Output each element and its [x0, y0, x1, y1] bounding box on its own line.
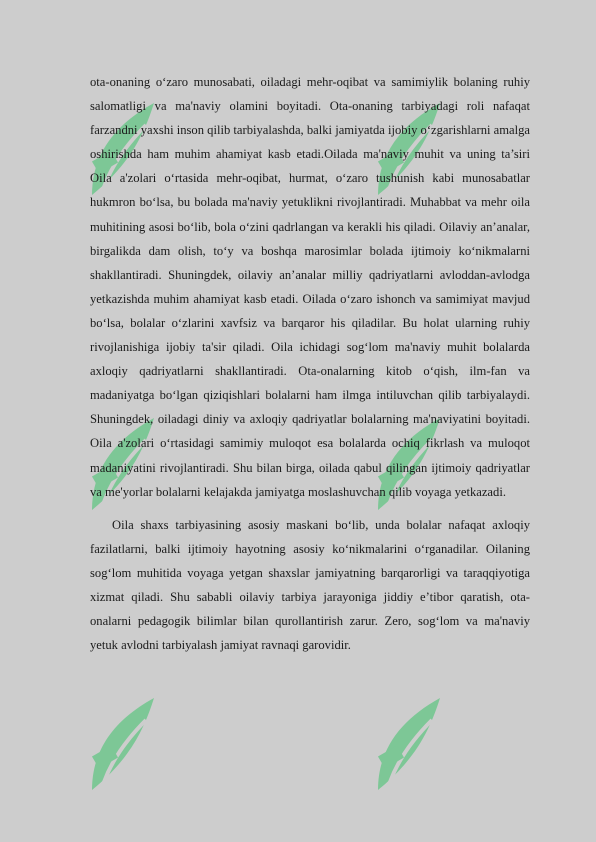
paragraph: ota-onaning o‘zaro munosabati, oiladagi mehr-oqibat va samimiylik bolaning ruhiy salomatligi va ma'naviy olamini boyitadi. Ota-onaning tarbiyadagi roli nafaqat farzandni yaxshi inson qilib tarbiyalashda, balki jamiyatda ijobiy o‘zgarishlarni amalga oshirishda ham muhim ahamiyat kasb etadi.Oilada ma'naviy muhit va uning ta’siri Oila a'zolari o‘rtasida mehr-oqibat, hurmat, o‘zaro tushunish kabi munosabatlar hukmron bo‘lsa, bu bolada ma'naviy yetuklikni rivojlantiradi. Muhabbat va mehr oila muhitining asosi bo‘lib, bola o‘zini qadrlangan va kerakli his qiladi. Oilaviy an’analar, birgalikda dam olish, to‘y va boshqa marosimlar bolada ijtimoiy ko‘nikmalarni shakllantiradi. Shuningdek, oilaviy an’analar milliy qadriyatlarni avloddan-avlodga yetkazishda muhim ahamiyat kasb etadi. Oilada o‘zaro ishonch va samimiyat mavjud bo‘lsa, bolalar o‘zlarini xavfsiz va barqaror his qiladilar. Bu holat ularning ruhiy rivojlanishiga ijobiy ta'sir qiladi. Oila ichidagi sog‘lom ma'naviy muhit bolalarda axloqiy qadriyatlarni shakllantiradi. Ota-onalarning kitob o‘qish, ilm-fan va madaniyatga bo‘lgan qiziqishlari bolalarni ham ilmga intiluvchan qilib tarbiyalaydi. Shuningdek, oiladagi diniy va axloqiy qadriyatlar bolalarning ma'naviyatini boyitadi. Oila a'zolari o‘rtasidagi samimiy muloqot esa bolalarda ochiq fikrlash va muloqot madaniyatini rivojlantiradi. Shu bilan birga, oilada qabul qilingan ijtimoiy qadriyatlar va me'yorlar bolalarni kelajakda jamiyatga moslashuvchan qilib voyaga yetkazadi.: [90, 75, 530, 499]
document-body: [90, 70, 530, 657]
paragraph: Oila shaxs tarbiyasining asosiy maskani bo‘lib, unda bolalar nafaqat axloqiy fazilatlarni, balki ijtimoiy hayotning asosiy ko‘nikmalarini o‘rganadilar. Oilaning sog‘lom muhitida voyaga yetgan shaxslar jamiyatning barqarorligi va taraqqiyotiga xizmat qiladi. Shu sababli oilaviy tarbiya jarayoniga jiddiy e’tibor qaratish, ota-onalarni pedagogik bilimlar bilan qurollantirish zarur. Zero, sog‘lom va ma'naviy yetuk avlodni tarbiyalash jamiyat ravnaqi garovidir.: [90, 517, 530, 653]
watermark-logo-icon: [370, 690, 450, 800]
watermark-logo-icon: [84, 690, 164, 800]
